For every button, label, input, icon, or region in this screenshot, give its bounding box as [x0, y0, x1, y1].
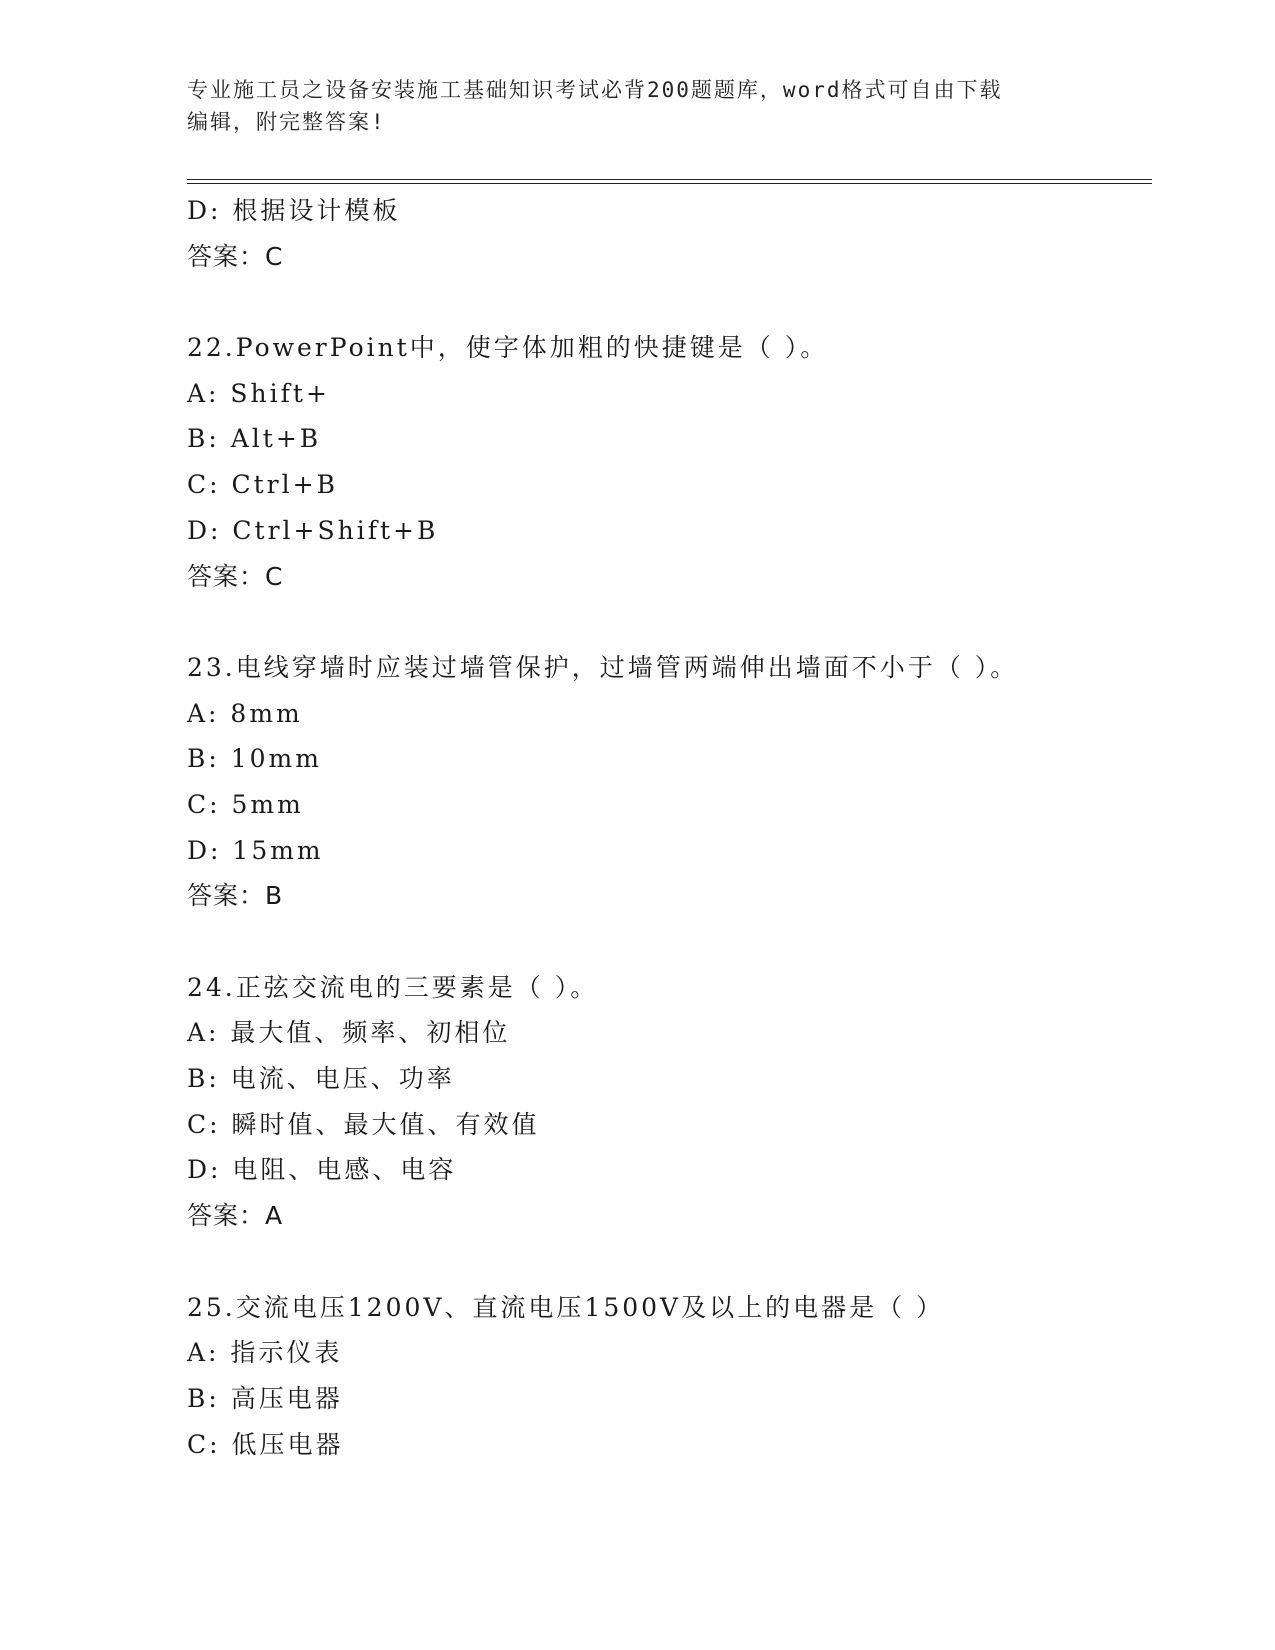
option-d: D: Ctrl+Shift+B	[187, 515, 439, 545]
header-title-line-1: 专业施工员之设备安装施工基础知识考试必背200题题库，word格式可自由下载	[187, 78, 1003, 102]
spacer	[187, 1239, 1147, 1285]
option-c: C: 瞬时值、最大值、有效值	[187, 1109, 540, 1139]
option-a: A: 8mm	[187, 698, 303, 728]
option-a: A: 指示仪表	[187, 1338, 343, 1368]
option-d: D: 根据设计模板	[187, 196, 401, 225]
answer-line: 答案：A	[187, 1201, 284, 1231]
option-c: C: Ctrl+B	[187, 470, 338, 500]
question-stem: 25.交流电压1200V、直流电压1500V及以上的电器是（ ）	[187, 1292, 945, 1322]
option-d: D: 15mm	[187, 835, 324, 865]
answer-line: 答案：B	[187, 881, 284, 911]
spacer	[187, 599, 1147, 645]
answer-line: 答案：C	[187, 561, 284, 591]
option-b: B: 高压电器	[187, 1383, 343, 1413]
header-divider-top	[187, 179, 1152, 180]
option-b: B: Alt+B	[187, 424, 322, 454]
option-d: D: 电阻、电感、电容	[187, 1155, 457, 1185]
question-stem: 23.电线穿墙时应装过墙管保护，过墙管两端伸出墙面不小于（ ）。	[187, 652, 1019, 682]
question-list	[187, 188, 1147, 1467]
header-divider-bottom	[187, 183, 1152, 184]
option-a: A: 最大值、频率、初相位	[187, 1018, 511, 1048]
header-title-line-2: 编辑，附完整答案!	[187, 110, 386, 134]
question-stem: 22.PowerPoint中，使字体加粗的快捷键是（ ）。	[187, 333, 829, 363]
option-b: B: 10mm	[187, 744, 322, 774]
option-a: A: Shift+	[187, 378, 330, 408]
spacer	[187, 279, 1147, 325]
option-b: B: 电流、电压、功率	[187, 1064, 455, 1094]
answer-line: 答案：C	[187, 241, 284, 271]
question-stem: 24.正弦交流电的三要素是（ ）。	[187, 972, 599, 1002]
page-header	[187, 74, 1087, 138]
spacer	[187, 919, 1147, 965]
question-23	[187, 645, 1147, 919]
question-21-fragment	[187, 188, 1147, 279]
option-c: C: 5mm	[187, 789, 304, 819]
question-22	[187, 325, 1147, 599]
option-c: C: 低压电器	[187, 1429, 344, 1459]
question-25	[187, 1285, 1147, 1468]
question-24	[187, 965, 1147, 1239]
